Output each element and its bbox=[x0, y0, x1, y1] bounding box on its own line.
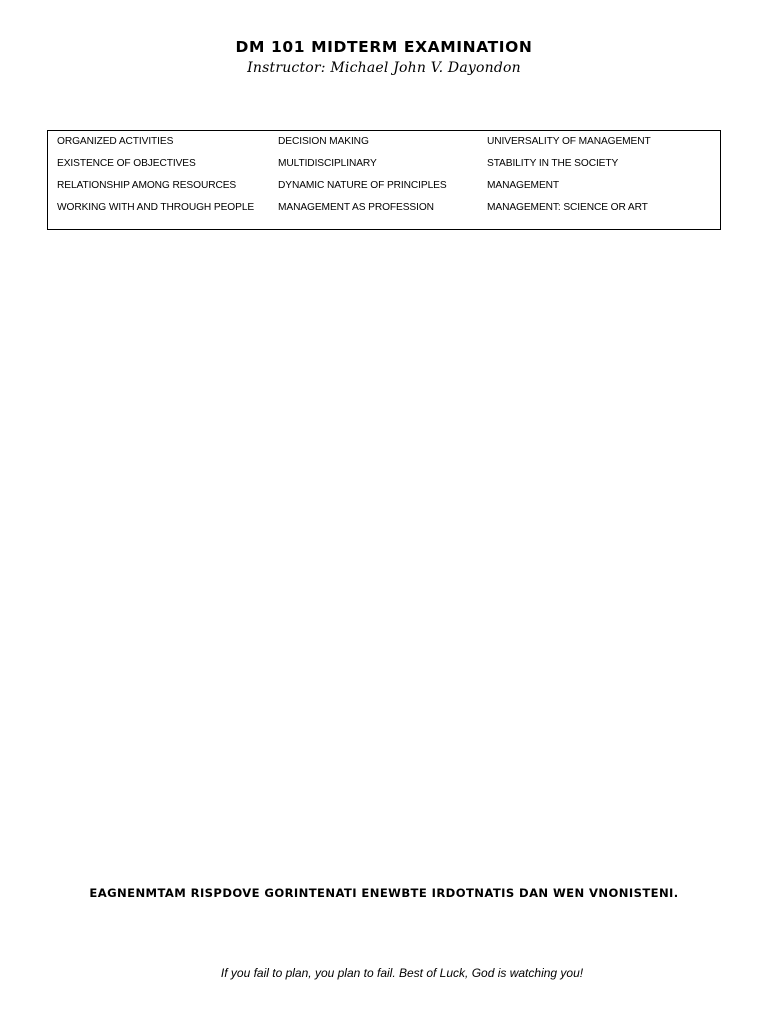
word-box-cell: RELATIONSHIP AMONG RESOURCES bbox=[57, 180, 237, 191]
word-box-cell: MANAGEMENT bbox=[487, 180, 560, 191]
word-box-cell: MULTIDISCIPLINARY bbox=[278, 158, 377, 169]
word-box-cell: MANAGEMENT: SCIENCE OR ART bbox=[487, 202, 648, 213]
word-box-cell: DYNAMIC NATURE OF PRINCIPLES bbox=[278, 180, 447, 191]
word-box-cell: MANAGEMENT AS PROFESSION bbox=[278, 202, 434, 213]
scrambled-sentence: EAGNENMTAM RISPDOVE GORINTENATI ENEWBTE IRDOTNATIS DAN WEN VNONISTENI. bbox=[89, 886, 679, 900]
instructor-line: Instructor: Michael John V. Dayondon bbox=[247, 60, 521, 76]
word-box-cell: DECISION MAKING bbox=[278, 136, 369, 147]
word-box-cell: EXISTENCE OF OBJECTIVES bbox=[57, 158, 196, 169]
word-box-cell: UNIVERSALITY OF MANAGEMENT bbox=[487, 136, 651, 147]
exam-title: DM 101 MIDTERM EXAMINATION bbox=[235, 38, 533, 56]
word-box bbox=[47, 130, 721, 230]
word-box-cell: STABILITY IN THE SOCIETY bbox=[487, 158, 619, 169]
word-box-cell: WORKING WITH AND THROUGH PEOPLE bbox=[57, 202, 255, 213]
footer-quote: If you fail to plan, you plan to fail. Best of Luck, God is watching you! bbox=[220, 966, 584, 980]
word-box-cell: ORGANIZED ACTIVITIES bbox=[57, 136, 174, 147]
